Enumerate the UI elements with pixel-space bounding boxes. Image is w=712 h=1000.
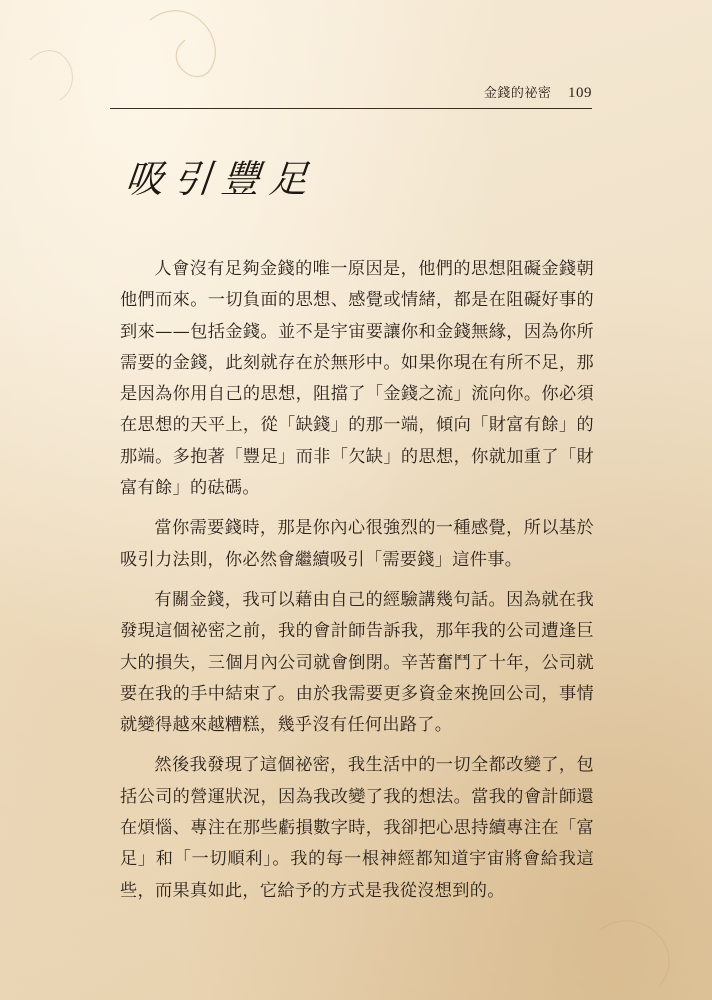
running-header xyxy=(110,82,592,109)
page-number: 109 xyxy=(568,85,592,101)
chapter-title: 吸引豐足 xyxy=(123,157,320,201)
paragraph-3: 有關金錢，我可以藉由自己的經驗講幾句話。因為就在我發現這個祕密之前，我的會計師告訴我，那年我的公司遭逢巨大的損失，三個月內公司就會倒閉。辛苦奮鬥了十年，公司就要在我的手中結束了。由於我需要更多資金來挽回公司，事情就變得越來越糟糕，幾乎沒有任何出路了。 xyxy=(120,589,594,736)
paragraph-4: 然後我發現了這個祕密，我生活中的一切全都改變了，包括公司的營運狀況，因為我改變了我的想法。當我的會計師還在煩惱、專注在那些虧損數字時，我卻把心思持續專注在「富足」和「一切順利」。我的每一根神經都知道宇宙將會給我這些，而果真如此，它給予的方式是我從沒想到的。 xyxy=(120,755,594,901)
header-title: 金錢的祕密 xyxy=(483,86,552,101)
paragraph-1: 人會沒有足夠金錢的唯一原因是，他們的思想阻礙金錢朝他們而來。一切負面的思想、感覺或情緒，都是在阻礙好事的到來——包括金錢。並不是宇宙要讓你和金錢無緣，因為你所需要的金錢，此刻就存在於無形中。如果你現在有所不足，那是因為你用自己的思想，阻擋了「金錢之流」流向你。你必須在思想的天平上，從「缺錢」的那一端，傾向「財富有餘」的那端。多抱著「豐足」而非「欠缺」的思想，你就加重了「財富有餘」的砝碼。 xyxy=(120,259,594,499)
body-text xyxy=(120,254,594,916)
paragraph-2: 當你需要錢時，那是你內心很強烈的一種感覺，所以基於吸引力法則，你必然會繼續吸引「需要錢」這件事。 xyxy=(120,518,594,570)
